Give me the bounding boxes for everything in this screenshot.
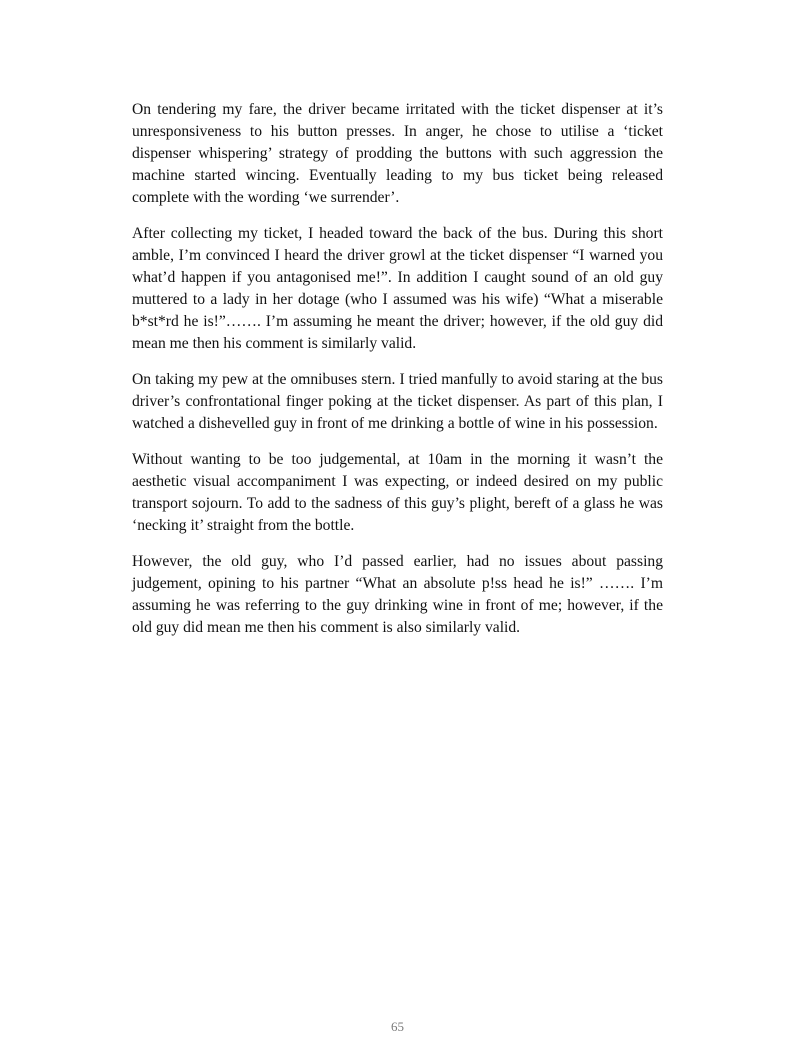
paragraph-5: However, the old guy, who I’d passed earlier, had no issues about passing judgement, opining to his partner “What an absolute p!ss head he is!” ……. I’m assuming he was referring to the guy drinking wine in front of me; however, if the old guy did mean me then his comment is also similarly valid. [132, 553, 663, 636]
paragraph-4: Without wanting to be too judgemental, at 10am in the morning it wasn’t the aesthetic visual accompaniment I was expecting, or indeed desired on my public transport sojourn. To add to the sadness of this guy’s plight, bereft of a glass he was ‘necking it’ straight from the bottle. [132, 451, 663, 534]
paragraph-3: On taking my pew at the omnibuses stern. I tried manfully to avoid staring at the bus driver’s confrontational finger poking at the ticket dispenser. As part of this plan, I watched a dishevelled guy in front of me drinking a bottle of wine in his possession. [132, 371, 663, 432]
page-number: 65 [391, 1019, 404, 1034]
paragraph-1: On tendering my fare, the driver became irritated with the ticket dispenser at it’s unresponsiveness to his button presses. In anger, he chose to utilise a ‘ticket dispenser whispering’ strategy of prodding the buttons with such aggression the machine started wincing. Eventually leading to my bus ticket being released complete with the wording ‘we surrender’. [132, 101, 663, 206]
body-text [132, 99, 663, 653]
paragraph-2: After collecting my ticket, I headed toward the back of the bus. During this short amble, I’m convinced I heard the driver growl at the ticket dispenser “I warned you what’d happen if you antagonised me!”. In addition I caught sound of an old guy muttered to a lady in her dotage (who I assumed was his wife) “What a miserable b*st*rd he is!”……. I’m assuming he meant the driver; however, if the old guy did mean me then his comment is similarly valid. [132, 225, 663, 352]
